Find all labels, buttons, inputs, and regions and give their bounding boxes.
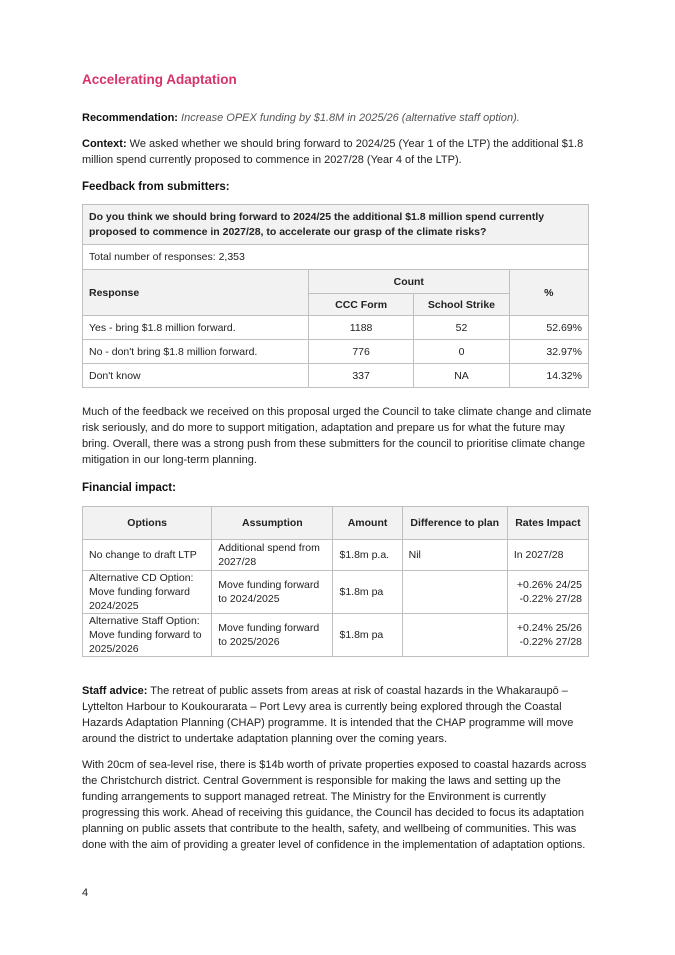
school-cell: NA: [414, 364, 509, 388]
assumption-cell: Move funding forward to 2025/2026: [212, 614, 333, 657]
feedback-table: [82, 204, 589, 388]
header-difference: Difference to plan: [402, 507, 507, 540]
section-title: Accelerating Adaptation: [82, 72, 237, 87]
context-text: We asked whether we should bring forward to 2024/25 (Year 1 of the LTP) the additional $1.8 million spend currently proposed to commence in 2027/28 (Year 4 of the LTP).: [82, 138, 584, 166]
difference-cell: [402, 571, 507, 614]
amount-cell: $1.8m p.a.: [333, 540, 402, 571]
difference-cell: Nil: [402, 540, 507, 571]
staff-advice: [82, 683, 592, 747]
header-amount: Amount: [333, 507, 402, 540]
financial-table: [82, 506, 589, 657]
page-number: 4: [82, 887, 89, 899]
rates-cell: [507, 540, 588, 571]
school-cell: 0: [414, 340, 509, 364]
pct-cell: 14.32%: [509, 364, 588, 388]
rates-line: -0.22% 27/28: [519, 636, 582, 648]
assumption-cell: Move funding forward to 2024/2025: [212, 571, 333, 614]
recommendation-text: Increase OPEX funding by $1.8M in 2025/26 (alternative staff option).: [181, 112, 520, 124]
rates-line: +0.26% 24/25: [516, 579, 582, 591]
amount-cell: $1.8m pa: [333, 571, 402, 614]
difference-cell: [402, 614, 507, 657]
rates-line: -0.22% 27/28: [519, 593, 582, 605]
rates-line: In 2027/28: [513, 549, 564, 561]
option-cell: Alternative CD Option: Move funding forward 2024/2025: [83, 571, 212, 614]
rates-cell: [507, 571, 588, 614]
pct-cell: 32.97%: [509, 340, 588, 364]
header-rates-impact: Rates Impact: [507, 507, 588, 540]
rates-line: +0.24% 25/26: [516, 622, 582, 634]
school-cell: 52: [414, 316, 509, 340]
feedback-heading: Feedback from submitters:: [82, 181, 230, 193]
header-options: Options: [83, 507, 212, 540]
recommendation-label: Recommendation:: [82, 112, 178, 124]
sea-level-paragraph: With 20cm of sea-level rise, there is $14b worth of private properties exposed to coastal hazards across the Christchurch district. Central Government is responsible for making the laws and setting up the funding arrangements to support managed retreat. The Ministry for the Environment is currently progressing this work. Ahead of receiving this guidance, the Council has decided to focus its adaptation planning on public assets that contribute to the health, safety, and wellbeing of communities. This was done with the aim of providing a greater level of confidence in the implementation of adaptation options.: [82, 759, 587, 851]
feedback-paragraph: Much of the feedback we received on this proposal urged the Council to take climate change and climate risk seriously, and do more to support mitigation, adaptation and prepare us for what the future may bring. Overall, there was a strong push from these submitters for the council to prioritise climate change mitigation in our long-term planning.: [82, 406, 592, 466]
ccc-cell: 337: [308, 364, 413, 388]
header-pct: %: [509, 270, 588, 316]
ccc-cell: 1188: [308, 316, 413, 340]
response-cell: Yes - bring $1.8 million forward.: [83, 316, 309, 340]
pct-cell: 52.69%: [509, 316, 588, 340]
page-content: [82, 72, 592, 853]
table-row: [83, 316, 589, 340]
context: [82, 136, 592, 168]
financial-heading: Financial impact:: [82, 482, 176, 494]
table-row: [83, 540, 589, 571]
header-ccc-form: CCC Form: [308, 294, 413, 316]
table-row: [83, 340, 589, 364]
staff-advice-label: Staff advice:: [82, 685, 148, 697]
header-school-strike: School Strike: [414, 294, 509, 316]
staff-advice-text: The retreat of public assets from areas at risk of coastal hazards in the Whakaraupō – Lyttelton Harbour to Koukourarata – Port Levy area is currently being explored through the Coastal Hazards Adaptation Planning (CHAP) programme. It is intended that the CHAP programme will move around the district to undertake adaptation planning over the coming years.: [82, 685, 574, 745]
header-assumption: Assumption: [212, 507, 333, 540]
feedback-total: Total number of responses: 2,353: [83, 245, 589, 270]
option-cell: No change to draft LTP: [83, 540, 212, 571]
assumption-cell: Additional spend from 2027/28: [212, 540, 333, 571]
header-count: Count: [308, 270, 509, 294]
recommendation: [82, 110, 592, 126]
response-cell: Don't know: [83, 364, 309, 388]
rates-cell: [507, 614, 588, 657]
response-cell: No - don't bring $1.8 million forward.: [83, 340, 309, 364]
amount-cell: $1.8m pa: [333, 614, 402, 657]
table-row: [83, 364, 589, 388]
table-row: [83, 571, 589, 614]
header-response: Response: [83, 270, 309, 316]
table-row: [83, 614, 589, 657]
feedback-question: Do you think we should bring forward to 2024/25 the additional $1.8 million spend currently proposed to commence in 2027/28, to accelerate our grasp of the climate risks?: [83, 205, 589, 245]
ccc-cell: 776: [308, 340, 413, 364]
option-cell: Alternative Staff Option: Move funding forward to 2025/2026: [83, 614, 212, 657]
context-label: Context:: [82, 138, 127, 150]
